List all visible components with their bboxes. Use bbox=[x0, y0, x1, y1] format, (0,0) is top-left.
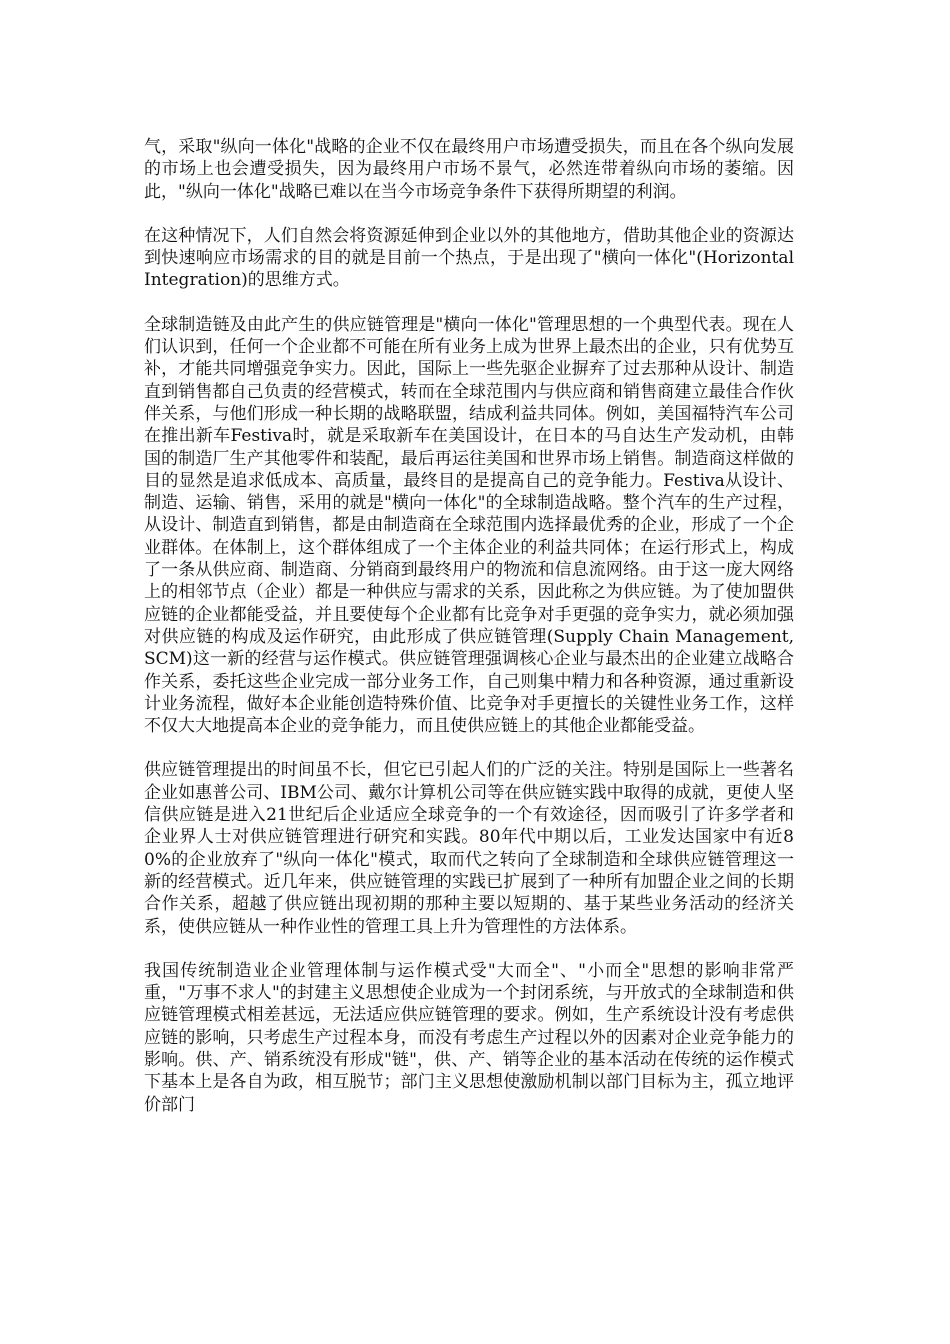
paragraph-vertical-integration-loss: 气，采取"纵向一体化"战略的企业不仅在最终用户市场遭受损失，而且在各个纵向发展的市场上也会遭受损失，因为最终用户市场不景气，必然连带着纵向市场的萎缩。因此，"纵向一体化"战略已难以在当今市场竞争条件下获得所期望的利润。 bbox=[144, 137, 794, 202]
paragraph-scm-attention: 供应链管理提出的时间虽不长，但它已引起人们的广泛的关注。特别是国际上一些著名企业如惠普公司、IBM公司、戴尔计算机公司等在供应链实践中取得的成就，更使人坚信供应链是进入21世纪后企业适应全球竞争的一个有效途径，因而吸引了许多学者和企业界人士对供应链管理进行研究和实践。80年代中期以后，工业发达国家中有近80%的企业放弃了"纵向一体化"模式，取而代之转向了全球制造和全球供应链管理这一新的经营模式。近几年来，供应链管理的实践已扩展到了一种所有加盟企业之间的长期合作关系，超越了供应链出现初期的那种主要以短期的、基于某些业务活动的经济关系，使供应链从一种作业性的管理工具上升为管理性的方法体系。 bbox=[144, 760, 794, 937]
paragraph-china-manufacturing: 我国传统制造业企业管理体制与运作模式受"大而全"、"小而全"思想的影响非常严重，"万事不求人"的封建主义思想使企业成为一个封闭系统，与开放式的全球制造和供应链管理模式相差甚远，无法适应供应链管理的要求。例如，生产系统设计没有考虑供应链的影响，只考虑生产过程本身，而没有考虑生产过程以外的因素对企业竞争能力的影响。供、产、销系统没有形成"链"，供、产、销等企业的基本活动在传统的运作模式下基本上是各自为政，相互脱节；部门主义思想使激励机制以部门目标为主，孤立地评价部门 bbox=[144, 960, 794, 1115]
paragraph-global-supply-chain: 全球制造链及由此产生的供应链管理是"横向一体化"管理思想的一个典型代表。现在人们认识到，任何一个企业都不可能在所有业务上成为世界上最杰出的企业，只有优势互补，才能共同增强竞争实力。因此，国际上一些先驱企业摒弃了过去那种从设计、制造直到销售都自己负责的经营模式，转而在全球范围内与供应商和销售商建立最佳合作伙伴关系，与他们形成一种长期的战略联盟，结成利益共同体。例如，美国福特汽车公司在推出新车Festiva时，就是采取新车在美国设计，在日本的马自达生产发动机，由韩国的制造厂生产其他零件和装配，最后再运往美国和世界市场上销售。制造商这样做的目的显然是追求低成本、高质量，最终目的是提高自己的竞争能力。Festiva从设计、制造、运输、销售，采用的就是"横向一体化"的全球制造战略。整个汽车的生产过程，从设计、制造直到销售，都是由制造商在全球范围内选择最优秀的企业，形成了一个企业群体。在体制上，这个群体组成了一个主体企业的利益共同体；在运行形式上，构成了一条从供应商、制造商、分销商到最终用户的物流和信息流网络。由于这一庞大网络上的相邻节点（企业）都是一种供应与需求的关系，因此称之为供应链。为了使加盟供应链的企业都能受益，并且要使每个企业都有比竞争对手更强的竞争实力，就必须加强对供应链的构成及运作研究，由此形成了供应链管理(Supply Chain Management, SCM)这一新的经营与运作模式。供应链管理强调核心企业与最杰出的企业建立战略合作关系，委托这些企业完成一部分业务工作，自己则集中精力和各种资源，通过重新设计业务流程，做好本企业能创造特殊价值、比竞争对手更擅长的关键性业务工作，这样不仅大大地提高本企业的竞争能力，而且使供应链上的其他企业都能受益。 bbox=[144, 314, 794, 737]
document-body bbox=[144, 136, 794, 1138]
paragraph-horizontal-integration: 在这种情况下，人们自然会将资源延伸到企业以外的其他地方，借助其他企业的资源达到快速响应市场需求的目的就是目前一个热点，于是出现了"横向一体化"(Horizontal Integration)的思维方式。 bbox=[144, 225, 794, 291]
